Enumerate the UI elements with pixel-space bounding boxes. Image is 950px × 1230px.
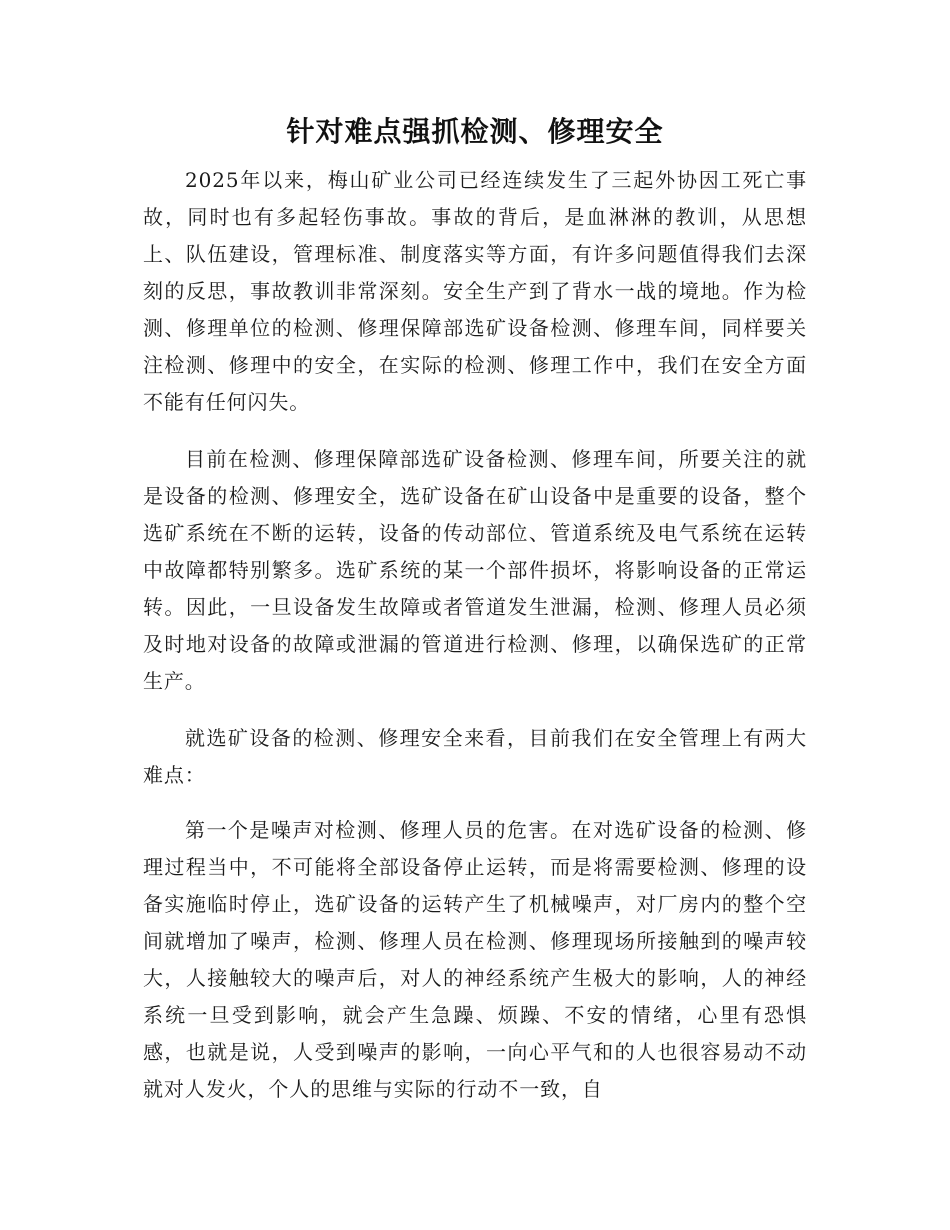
paragraph-2: 目前在检测、修理保障部选矿设备检测、修理车间，所要关注的就是设备的检测、修理安全，选矿设备在矿山设备中是重要的设备，整个选矿系统在不断的运转，设备的传动部位、管道系统及电气系统在运转中故障都特别繁多。选矿系统的某一个部件损坏，将影响设备的正常运转。因此，一旦设备发生故障或者管道发生泄漏，检测、修理人员必须及时地对设备的故障或泄漏的管道进行检测、修理，以确保选矿的正常生产。 [143,447,807,693]
document-title: 针对难点强抓检测、修理安全 [286,115,664,148]
paragraph-3: 就选矿设备的检测、修理安全来看，目前我们在安全管理上有两大难点： [143,726,807,787]
document-body [143,162,807,1128]
paragraph-4: 第一个是噪声对检测、修理人员的危害。在对选矿设备的检测、修理过程当中，不可能将全部设备停止运转，而是将需要检测、修理的设备实施临时停止，选矿设备的运转产生了机械噪声，对厂房内的整个空间就增加了噪声，检测、修理人员在检测、修理现场所接触到的噪声较大，人接触较大的噪声后，对人的神经系统产生极大的影响，人的神经系统一旦受到影响，就会产生急躁、烦躁、不安的情绪，心里有恐惧感，也就是说，人受到噪声的影响，一向心平气和的人也很容易动不动就对人发火，个人的思维与实际的行动不一致，自 [143,818,807,1101]
paragraph-1: 2025年以来，梅山矿业公司已经连续发生了三起外协因工死亡事故，同时也有多起轻伤事故。事故的背后，是血淋淋的教训，从思想上、队伍建设，管理标准、制度落实等方面，有许多问题值得我们去深刻的反思，事故教训非常深刻。安全生产到了背水一战的境地。作为检测、修理单位的检测、修理保障部选矿设备检测、修理车间，同样要关注检测、修理中的安全，在实际的检测、修理工作中，我们在安全方面不能有任何闪失。 [143,168,807,414]
